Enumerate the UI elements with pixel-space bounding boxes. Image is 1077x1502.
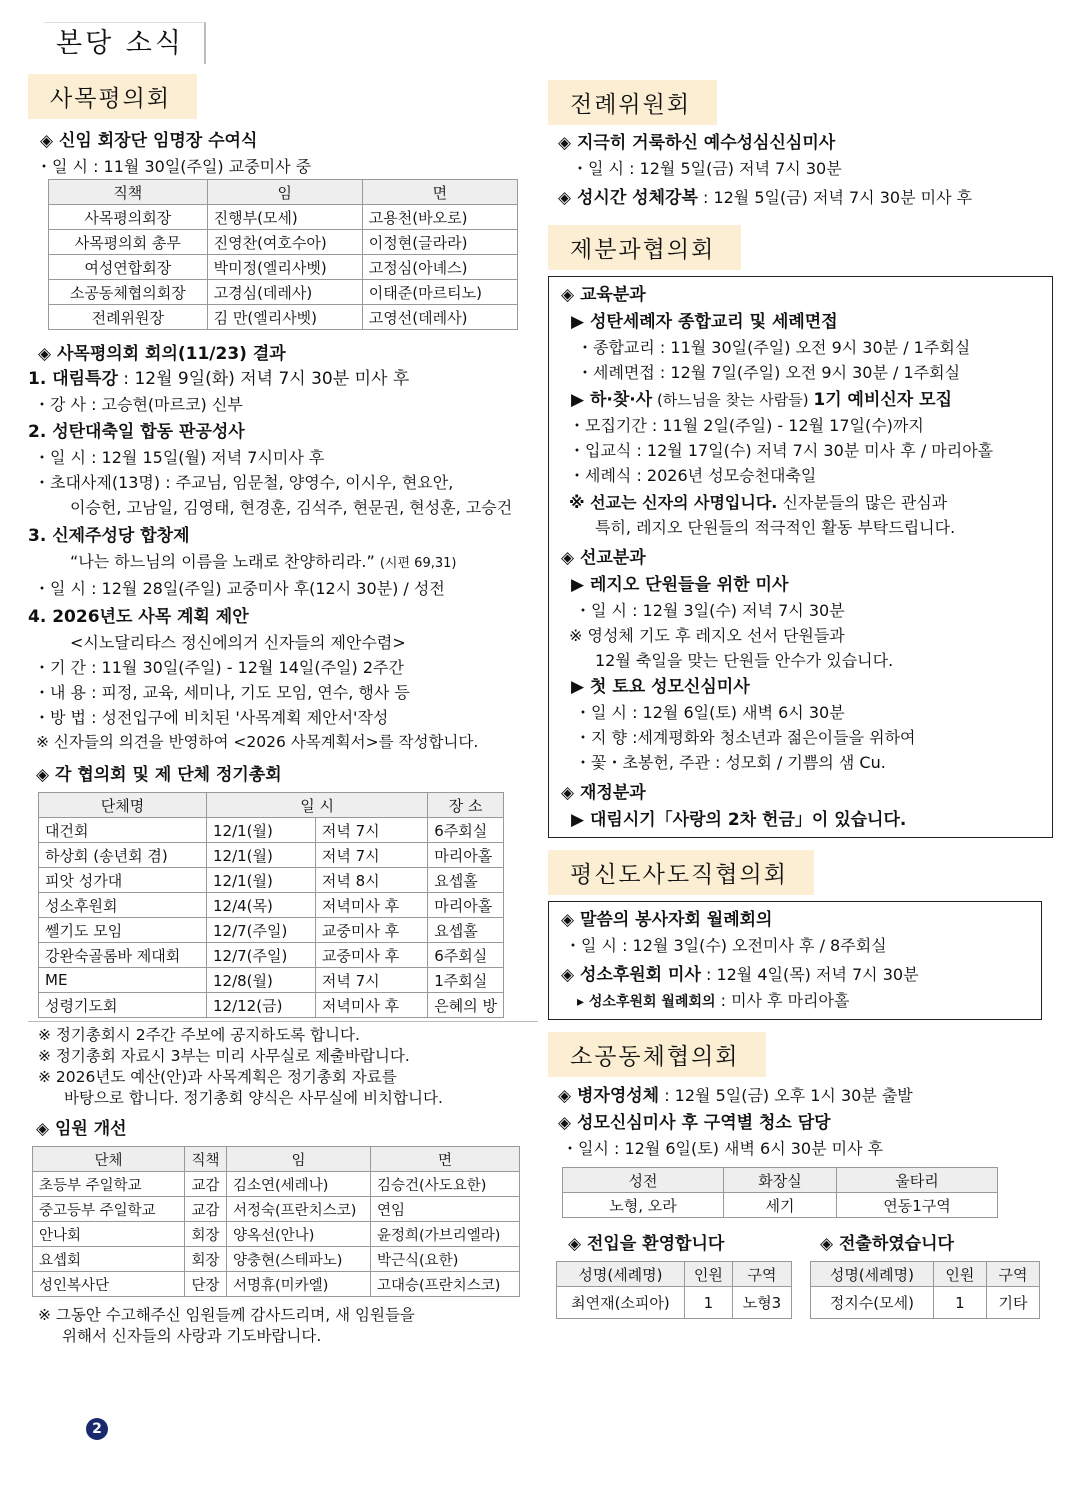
table-cell: 서명휴(미카엘): [227, 1272, 371, 1297]
table-row: [49, 205, 518, 230]
table-cell: 교감: [185, 1172, 227, 1197]
item4-period: ・기 간 : 11월 30일(주일) - 12월 14일(주일) 2주간: [34, 658, 404, 677]
farewell-table: [810, 1261, 1040, 1319]
saturday-mass-intention: ・지 향 :세계평화와 청소년과 젊은이들을 위하여: [575, 728, 916, 747]
legio-note-cont: 12월 축일을 맞는 단원들 안수가 있습니다.: [595, 651, 894, 670]
table-cell: 은혜의 방: [428, 993, 504, 1018]
meeting-heading: ◈ 사목평의회 회의(11/23) 결과: [38, 344, 286, 364]
table-cell: 요셉홀: [428, 918, 504, 943]
officers-heading: ◈ 임원 개선: [36, 1119, 127, 1139]
table-header: 울타리: [836, 1168, 997, 1193]
cleaning-table: [562, 1167, 998, 1218]
table-cell: 연동1구역: [836, 1193, 997, 1218]
installation-table: [48, 179, 518, 330]
table-cell: 고용천(바오로): [362, 205, 517, 230]
table-cell: 1: [933, 1287, 986, 1319]
legio-note: ※ 영성체 기도 후 레지오 선서 단원들과: [569, 626, 845, 645]
table-cell: 6주회실: [428, 818, 504, 843]
table-cell: 진행부(모세): [207, 205, 362, 230]
officers-note: ※ 그동안 수고해주신 임원들께 감사드리며, 새 임원들을: [38, 1306, 415, 1324]
table-row: [49, 255, 518, 280]
table-cell: 12/1(월): [207, 868, 316, 893]
assembly-note: 바탕으로 합니다. 정기총회 양식은 사무실에 비치합니다.: [64, 1089, 443, 1107]
table-cell: 최연재(소피아): [557, 1287, 685, 1319]
table-cell: ME: [39, 968, 207, 993]
item1-speaker: ・강 사 : 고승현(마르코) 신부: [34, 395, 243, 414]
mission-note-text: 신자분들의 많은 관심과: [777, 493, 948, 512]
table-cell: 기타: [986, 1287, 1039, 1319]
table-header: 단체명: [39, 793, 207, 818]
legio-title: ▶ 레지오 단원들을 위한 미사: [571, 575, 789, 595]
table-cell: 12/7(주일): [207, 943, 316, 968]
lay-apostolate-box: [548, 901, 1042, 1020]
table-cell: 교중미사 후: [315, 918, 427, 943]
word-servants-heading: ◈ 말씀의 봉사자회 월례회의: [561, 910, 773, 930]
education-heading: ◈ 교육분과: [561, 285, 646, 305]
welcome-table: [556, 1261, 792, 1319]
table-cell: 중고등부 주일학교: [33, 1197, 185, 1222]
table-cell: 김소연(세레나): [227, 1172, 371, 1197]
table-cell: 대건회: [39, 818, 207, 843]
table-row: [39, 918, 504, 943]
saturday-mass-host: ・꽃・초봉헌, 주관 : 성모회 / 기쁨의 샘 Cu.: [575, 753, 886, 772]
committees-box: [548, 276, 1053, 838]
table-cell: 김승건(사도요한): [371, 1172, 520, 1197]
assembly-note: ※ 2026년도 예산(안)과 사목계획은 정기총회 자료를: [38, 1068, 397, 1086]
table-row: [33, 1272, 520, 1297]
table-cell: 고대승(프란치스코): [371, 1272, 520, 1297]
catechumen-period: ・모집기간 : 11월 2일(주일) - 12월 17일(수)까지: [569, 416, 924, 435]
table-cell: 12/8(월): [207, 968, 316, 993]
table-cell: 양충현(스테파노): [227, 1247, 371, 1272]
table-cell: 성인복사단: [33, 1272, 185, 1297]
table-cell: 교감: [185, 1197, 227, 1222]
table-header: 성명(세례명): [557, 1262, 685, 1287]
table-cell: 하상회 (송년회 겸): [39, 843, 207, 868]
catechumen-entry: ・입교식 : 12월 17일(수) 저녁 7시 30분 미사 후 / 마리아홀: [569, 441, 994, 460]
table-row: [33, 1222, 520, 1247]
table-cell: 노형, 오라: [563, 1193, 724, 1218]
item4-subtitle: <시노달리타스 정신에의거 신자들의 제안수렴>: [70, 633, 406, 652]
item3-ref: (시편 69,31): [379, 556, 457, 571]
mission-note: ※ 선교는 신자의 사명입니다.: [569, 493, 778, 512]
assembly-heading: ◈ 각 협의회 및 제 단체 정기총회: [36, 765, 282, 785]
baptism-catechism: ・종합교리 : 11월 30일(주일) 오전 9시 30분 / 1주회실: [577, 338, 971, 357]
sacred-heart-mass-heading: ◈ 지극히 거룩하신 예수성심신심미사: [558, 133, 836, 153]
assembly-note: ※ 정기총회 자료시 3부는 미리 사무실로 제출바랍니다.: [38, 1047, 410, 1065]
table-header: 직책: [49, 180, 208, 205]
table-cell: 연임: [371, 1197, 520, 1222]
section-title-liturgy: 전례위원회: [548, 80, 717, 125]
table-row: [49, 305, 518, 330]
item3-date: ・일 시 : 12월 28일(주일) 교중미사 후(12시 30분) / 성전: [34, 579, 445, 598]
table-cell: 고영선(데레사): [362, 305, 517, 330]
table-cell: 세기: [724, 1193, 837, 1218]
table-header: 단체: [33, 1147, 185, 1172]
saturday-mass-date: ・일 시 : 12월 6일(토) 새벽 6시 30분: [575, 703, 845, 722]
table-cell: 안나회: [33, 1222, 185, 1247]
assembly-note: ※ 정기총회시 2주간 주보에 공지하도록 합니다.: [38, 1026, 360, 1044]
table-cell: 성소후원회: [39, 893, 207, 918]
section-title-pastoral-council: 사목평의회: [28, 74, 197, 119]
sick-communion-text: : 12월 5일(금) 오후 1시 30분 출발: [659, 1086, 913, 1105]
finance-item: ▶ 대림시기「사랑의 2차 헌금」이 있습니다.: [571, 810, 907, 830]
word-servants-date: ・일 시 : 12월 3일(수) 오전미사 후 / 8주회실: [565, 936, 887, 955]
table-cell: 6주회실: [428, 943, 504, 968]
table-cell: 저녁 8시: [315, 868, 427, 893]
table-row: [49, 280, 518, 305]
item1-text: : 12월 9일(화) 저녁 7시 30분 미사 후: [117, 369, 410, 389]
table-cell: 12/1(월): [207, 843, 316, 868]
table-cell: 초등부 주일학교: [33, 1172, 185, 1197]
sick-communion-title: ◈ 병자영성체: [558, 1086, 660, 1106]
sacred-heart-mass-date: ・일 시 : 12월 5일(금) 저녁 7시 30분: [572, 159, 842, 178]
table-cell: 양옥선(안나): [227, 1222, 371, 1247]
item3-title: 3. 신제주성당 합창제: [28, 526, 190, 546]
cleaning-heading: ◈ 성모신심미사 후 구역별 청소 담당: [558, 1113, 831, 1133]
table-cell: 강완숙골롬바 제대회: [39, 943, 207, 968]
table-cell: 이태준(마르티노): [362, 280, 517, 305]
table-cell: 쎌기도 모임: [39, 918, 207, 943]
table-cell: 성령기도회: [39, 993, 207, 1018]
table-header: 인원: [684, 1262, 732, 1287]
table-cell: 사목평의회장: [49, 205, 208, 230]
table-row: [39, 893, 504, 918]
table-header: 구역: [732, 1262, 791, 1287]
table-header: 면: [371, 1147, 520, 1172]
item2-priests-cont: 이승헌, 고남일, 김영태, 현경훈, 김석주, 현문권, 현성훈, 고승건: [70, 498, 513, 517]
vocation-mass-title: ◈ 성소후원회 미사: [561, 965, 701, 985]
table-header: 직책: [185, 1147, 227, 1172]
item2-priests: ・초대사제(13명) : 주교님, 임문철, 양영수, 이시우, 현요안,: [34, 473, 454, 492]
adoration-title: ◈ 성시간 성체강복: [558, 188, 698, 208]
table-cell: 사목평의회 총무: [49, 230, 208, 255]
table-row: [39, 993, 504, 1018]
officers-note-cont: 위해서 신자들의 사랑과 기도바랍니다.: [62, 1327, 322, 1345]
cleaning-date: ・일시 : 12월 6일(토) 새벽 6시 30분 미사 후: [562, 1139, 884, 1158]
left-column: [28, 74, 538, 1347]
table-cell: 회장: [185, 1222, 227, 1247]
vocation-meeting-title: ▸ 성소후원회 월례회의: [577, 994, 716, 1010]
finance-heading: ◈ 재정분과: [561, 783, 646, 803]
table-row: [39, 843, 504, 868]
table-cell: 박미정(엘리사벳): [207, 255, 362, 280]
vocation-meeting-text: : 미사 후 마리아홀: [715, 991, 850, 1010]
section-title-committees: 제분과협의회: [548, 225, 741, 270]
table-row: [39, 818, 504, 843]
table-header: 임: [207, 180, 362, 205]
mission-heading: ◈ 선교분과: [561, 548, 646, 568]
page-number: 2: [86, 1418, 108, 1440]
table-header: 면: [362, 180, 517, 205]
item2-date: ・일 시 : 12월 15일(월) 저녁 7시미사 후: [34, 448, 325, 467]
officers-table: [32, 1146, 520, 1297]
adoration-text: : 12월 5일(금) 저녁 7시 30분 미사 후: [697, 188, 973, 207]
table-header: 구역: [986, 1262, 1039, 1287]
table-row: [49, 230, 518, 255]
table-cell: 이정현(글라라): [362, 230, 517, 255]
table-cell: 저녁 7시: [315, 843, 427, 868]
saturday-mass-title: ▶ 첫 토요 성모신심미사: [571, 677, 750, 697]
table-cell: 12/7(주일): [207, 918, 316, 943]
table-row: [39, 968, 504, 993]
catechumen-title-cont: 1기 예비신자 모집: [813, 390, 952, 410]
table-cell: 저녁미사 후: [315, 993, 427, 1018]
table-cell: 저녁 7시: [315, 818, 427, 843]
table-cell: 고경심(데레사): [207, 280, 362, 305]
catechumen-subtitle: (하느님을 찾는 사람들): [652, 391, 814, 409]
table-cell: 전례위원장: [49, 305, 208, 330]
installation-date: ・일 시 : 11월 30일(주일) 교중미사 중: [36, 157, 312, 176]
section-title-community: 소공동체협의회: [548, 1032, 766, 1077]
table-cell: 김 만(엘리사벳): [207, 305, 362, 330]
welcome-heading: ◈ 전입을 환영합니다: [568, 1234, 725, 1254]
table-cell: 1주회실: [428, 968, 504, 993]
table-cell: 저녁미사 후: [315, 893, 427, 918]
section-title-lay-apostolate: 평신도사도직협의회: [548, 850, 814, 895]
table-cell: 정지수(모세): [811, 1287, 934, 1319]
table-cell: 진영찬(여호수아): [207, 230, 362, 255]
table-cell: 1: [684, 1287, 732, 1319]
table-row: [33, 1247, 520, 1272]
table-cell: 요셉홀: [428, 868, 504, 893]
table-cell: 단장: [185, 1272, 227, 1297]
item4-note: ※ 신자들의 의견을 반영하여 <2026 사목계획서>를 작성합니다.: [36, 733, 479, 751]
table-row: [33, 1172, 520, 1197]
table-cell: 회장: [185, 1247, 227, 1272]
table-header: 성명(세례명): [811, 1262, 934, 1287]
legio-date: ・일 시 : 12월 3일(수) 저녁 7시 30분: [575, 601, 845, 620]
table-header: 장 소: [428, 793, 504, 818]
item4-title: 4. 2026년도 사목 계획 제안: [28, 607, 249, 627]
table-cell: 서정숙(프란치스코): [227, 1197, 371, 1222]
item1-title: 1. 대림특강: [28, 369, 118, 389]
table-header: 인원: [933, 1262, 986, 1287]
table-row: [33, 1197, 520, 1222]
farewell-heading: ◈ 전출하였습니다: [820, 1234, 954, 1254]
table-header: 성전: [563, 1168, 724, 1193]
table-cell: 저녁 7시: [315, 968, 427, 993]
item4-method: ・방 법 : 성전입구에 비치된 '사목계획 제안서'작성: [34, 708, 389, 727]
assembly-table: [38, 792, 504, 1018]
table-cell: 마리아홀: [428, 843, 504, 868]
table-cell: 교중미사 후: [315, 943, 427, 968]
baptism-interview: ・세례면접 : 12월 7일(주일) 오전 9시 30분 / 1주회실: [577, 363, 961, 382]
table-cell: 여성연합회장: [49, 255, 208, 280]
table-cell: 요셉회: [33, 1247, 185, 1272]
item2-title: 2. 성탄대축일 합동 판공성사: [28, 422, 245, 442]
table-cell: 소공동체협의회장: [49, 280, 208, 305]
table-cell: 노형3: [732, 1287, 791, 1319]
table-cell: 12/4(목): [207, 893, 316, 918]
table-cell: 마리아홀: [428, 893, 504, 918]
catechumen-baptism: ・세례식 : 2026년 성모승천대축일: [569, 466, 817, 485]
right-column: [548, 80, 1053, 1322]
table-cell: 12/1(월): [207, 818, 316, 843]
table-cell: 고정심(아녜스): [362, 255, 517, 280]
catechumen-title: ▶ 하·찾·사: [571, 390, 653, 410]
table-header: 일 시: [207, 793, 428, 818]
page-title: 본당 소식: [44, 22, 206, 64]
vocation-mass-text: : 12월 4일(목) 저녁 7시 30분: [700, 965, 919, 984]
table-row: [39, 868, 504, 893]
table-cell: 피앗 성가대: [39, 868, 207, 893]
baptism-title: ▶ 성탄세례자 종합교리 및 세례면접: [571, 312, 838, 332]
table-cell: 윤정희(가브리엘라): [371, 1222, 520, 1247]
item3-quote: “나는 하느님의 이름을 노래로 찬양하리라.”: [70, 552, 375, 571]
item4-content: ・내 용 : 피정, 교육, 세미나, 기도 모임, 연수, 행사 등: [34, 683, 410, 702]
table-header: 임: [227, 1147, 371, 1172]
table-header: 화장실: [724, 1168, 837, 1193]
installation-heading: ◈ 신임 회장단 임명장 수여식: [40, 131, 258, 151]
table-cell: 박근식(요한): [371, 1247, 520, 1272]
table-cell: 12/12(금): [207, 993, 316, 1018]
table-row: [39, 943, 504, 968]
mission-note-cont: 특히, 레지오 단원들의 적극적인 활동 부탁드립니다.: [595, 518, 956, 537]
